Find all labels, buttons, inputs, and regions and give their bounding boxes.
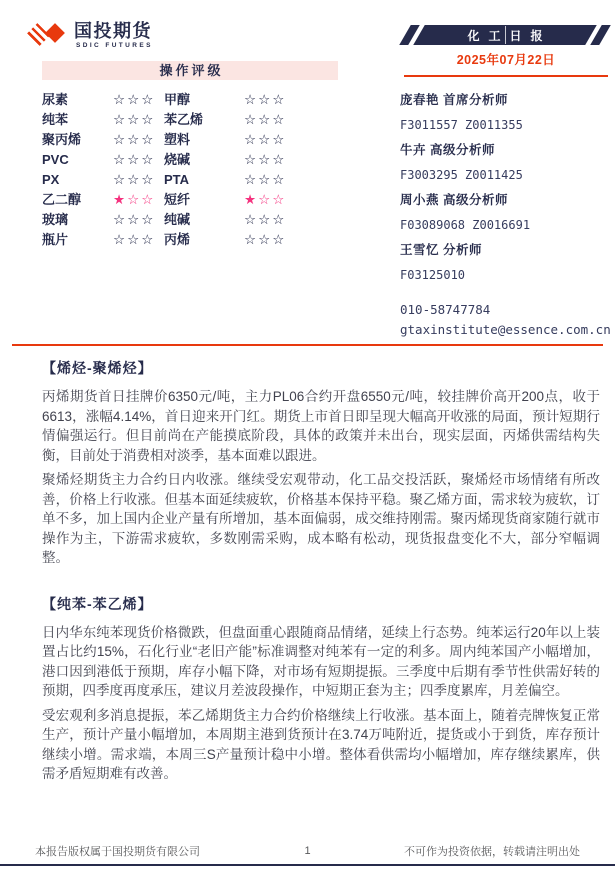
- report-body: [42, 358, 600, 789]
- logo-mark-icon: [25, 19, 69, 51]
- product-name: 尿素: [42, 92, 69, 107]
- product-name: PX: [42, 172, 60, 187]
- product-name: 苯乙烯: [164, 112, 204, 127]
- logo-diamond-icon: [45, 23, 65, 43]
- footer-disclaimer: 不可作为投资依据，转载请注明出处: [404, 846, 580, 858]
- contact-block: [400, 300, 612, 340]
- star-rating: ☆☆☆: [113, 232, 156, 247]
- header-divider-line: [12, 344, 603, 346]
- ratings-table: [42, 61, 338, 250]
- star-rating: ☆☆☆: [244, 92, 287, 107]
- footer-copyright: 本报告版权属于国投期货有限公司: [35, 846, 200, 858]
- report-title: 化工日报: [467, 28, 552, 43]
- report-banner: [402, 25, 608, 45]
- analyst-ids: F03089068 Z0016691: [400, 218, 531, 232]
- rating-row: [42, 130, 338, 150]
- section-olefins: [42, 358, 600, 568]
- analyst-name: 牛卉 高级分析师: [400, 143, 495, 157]
- star-rating: ☆☆☆: [244, 212, 287, 227]
- brand-name: 国投期货: [74, 21, 152, 41]
- brand-subtitle: SDIC FUTURES: [76, 42, 153, 49]
- contact-email: gtaxinstitute@essence.com.cn: [400, 322, 611, 337]
- analyst-list: [400, 88, 612, 340]
- ratings-rows: [42, 90, 338, 250]
- rating-row: [42, 170, 338, 190]
- product-name: PVC: [42, 152, 69, 167]
- star-rating-highlighted: ★☆☆: [244, 192, 287, 207]
- rating-row: [42, 90, 338, 110]
- section-heading: 【纯苯-苯乙烯】: [42, 595, 153, 612]
- star-rating: ☆☆☆: [113, 112, 156, 127]
- product-name: 乙二醇: [42, 192, 82, 207]
- rating-row: [42, 150, 338, 170]
- star-rating: ☆☆☆: [244, 172, 287, 187]
- product-name: 烧碱: [164, 152, 191, 167]
- star-rating-highlighted: ★☆☆: [113, 192, 156, 207]
- paragraph: 日内华东纯苯现货价格微跌，但盘面重心跟随商品情绪，延续上行态势。纯苯运行20年以上装置占比约15%，石化行业“老旧产能”标准调整对纯苯有一定的利多。周内纯苯国产小幅增加，港口因到港低于预期，库存小幅下降，对市场有短期提振。三季度中后期有季节性供需好转的预期，四季度再度承压，建议月差波段操作，中短期正套为主；四季度累库，月差偏空。: [42, 624, 600, 698]
- analyst-name: 庞春艳 首席分析师: [400, 93, 508, 107]
- paragraph: 受宏观利多消息提振，苯乙烯期货主力合约价格继续上行收涨。基本面上，随着壳牌恢复正常生产，预计产量小幅增加，本周期主港到货预计在3.74万吨附近，提货或小于到货，库存预计继续小增。需求端，本周三S产量预计稳中小增。整体看供需均小幅增加，库存继续累库，供需矛盾短期难有改善。: [42, 707, 600, 781]
- rating-row: [42, 210, 338, 230]
- star-rating: ☆☆☆: [113, 152, 156, 167]
- product-name: 短纤: [164, 192, 191, 207]
- product-name: 塑料: [164, 132, 191, 147]
- footer-bottom-line: [0, 864, 615, 866]
- star-rating: ☆☆☆: [244, 132, 287, 147]
- page-number: 1: [304, 845, 311, 857]
- analyst-name: 周小燕 高级分析师: [400, 193, 508, 207]
- product-name: 纯苯: [42, 112, 69, 127]
- ratings-title: 操作评级: [42, 61, 338, 80]
- paragraph: 聚烯烃期货主力合约日内收涨。继续受宏观带动，化工品交投活跃，聚烯烃市场情绪有所改善，价格上行收涨。但基本面延续疲软，价格基本保持平稳。聚乙烯方面，需求较为疲软，订单不多，加上国内企业产量有所增加，基本面偏弱，成交维持刚需。聚丙烯现货商家随行就市操作为主，下游需求疲软，多数刚需采购，成本略有松动，现货报盘变化不大，部分窄幅调整。: [42, 472, 600, 565]
- footer: [0, 843, 615, 859]
- product-name: 纯碱: [164, 212, 191, 227]
- star-rating: ☆☆☆: [244, 152, 287, 167]
- report-date: 2025年07月22日: [404, 50, 608, 77]
- product-name: 玻璃: [42, 212, 69, 227]
- section-benzene-styrene: [42, 594, 600, 784]
- product-name: 甲醇: [164, 92, 191, 107]
- rating-row: [42, 110, 338, 130]
- rating-row: [42, 190, 338, 210]
- analyst-ids: F3011557 Z0011355: [400, 118, 523, 132]
- logo-stripes-icon: [25, 23, 50, 48]
- contact-phone: 010-58747784: [400, 302, 491, 317]
- section-heading: 【烯烃-聚烯烃】: [42, 360, 153, 376]
- analyst-name: 王雪忆 分析师: [400, 243, 482, 257]
- analyst-ids: F03125010: [400, 268, 466, 282]
- star-rating: ☆☆☆: [113, 212, 156, 227]
- product-name: 聚丙烯: [42, 132, 82, 147]
- paragraph: 丙烯期货首日挂牌价6350元/吨，主力PL06合约开盘6550元/吨，较挂牌价高开200点，收于6613，涨幅4.14%，首日迎来开门红。期货上市首日即呈现大幅高开收涨的局面，预计短期行情偏强运行。但目前尚在产能摸底阶段，具体的政策并未出台，现实层面，丙烯供需结构失衡，目前处于消费相对淡季，基本面难以跟进。: [42, 389, 600, 463]
- star-rating: ☆☆☆: [244, 232, 287, 247]
- product-name: PTA: [164, 172, 190, 187]
- product-name: 瓶片: [42, 232, 69, 247]
- star-rating: ☆☆☆: [113, 132, 156, 147]
- analyst-ids: F3003295 Z0011425: [400, 168, 523, 182]
- rating-row: [42, 230, 338, 250]
- product-name: 丙烯: [164, 232, 191, 247]
- star-rating: ☆☆☆: [113, 172, 156, 187]
- star-rating: ☆☆☆: [244, 112, 287, 127]
- company-logo: [25, 19, 153, 51]
- star-rating: ☆☆☆: [113, 92, 156, 107]
